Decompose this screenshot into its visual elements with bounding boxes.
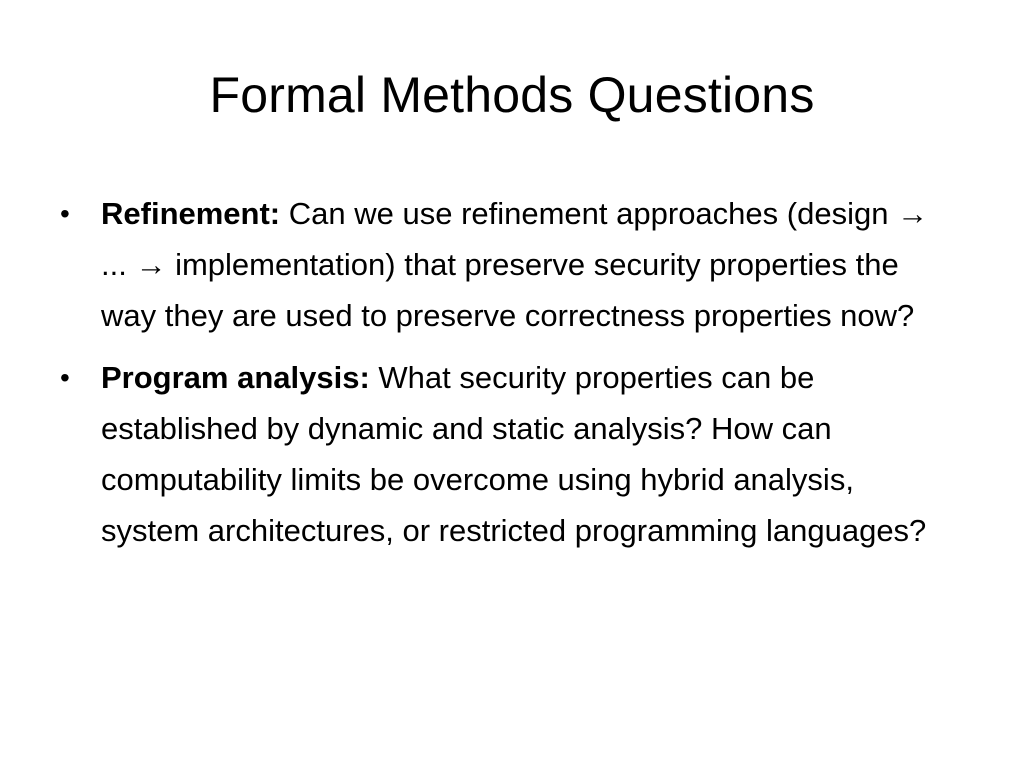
bullet-text: Can we use refinement approaches (design → ... → implementation) that preserve security properties the way they are used to preserve correctness properties now? (101, 196, 929, 333)
bullet-marker: • (60, 198, 70, 229)
bullet-text: What security properties can be established by dynamic and static analysis? How can computability limits be overcome using hybrid analysis, system architectures, or restricted programming languages? (101, 360, 927, 548)
bullet-list (56, 188, 956, 567)
bullet-term: Refinement: (101, 196, 289, 231)
bullet-marker: • (60, 362, 70, 393)
slide-title: Formal Methods Questions (209, 67, 815, 123)
bullet-term: Program analysis: (101, 360, 379, 395)
bullet-item-program-analysis (56, 352, 956, 556)
bullet-item-refinement (56, 188, 956, 341)
